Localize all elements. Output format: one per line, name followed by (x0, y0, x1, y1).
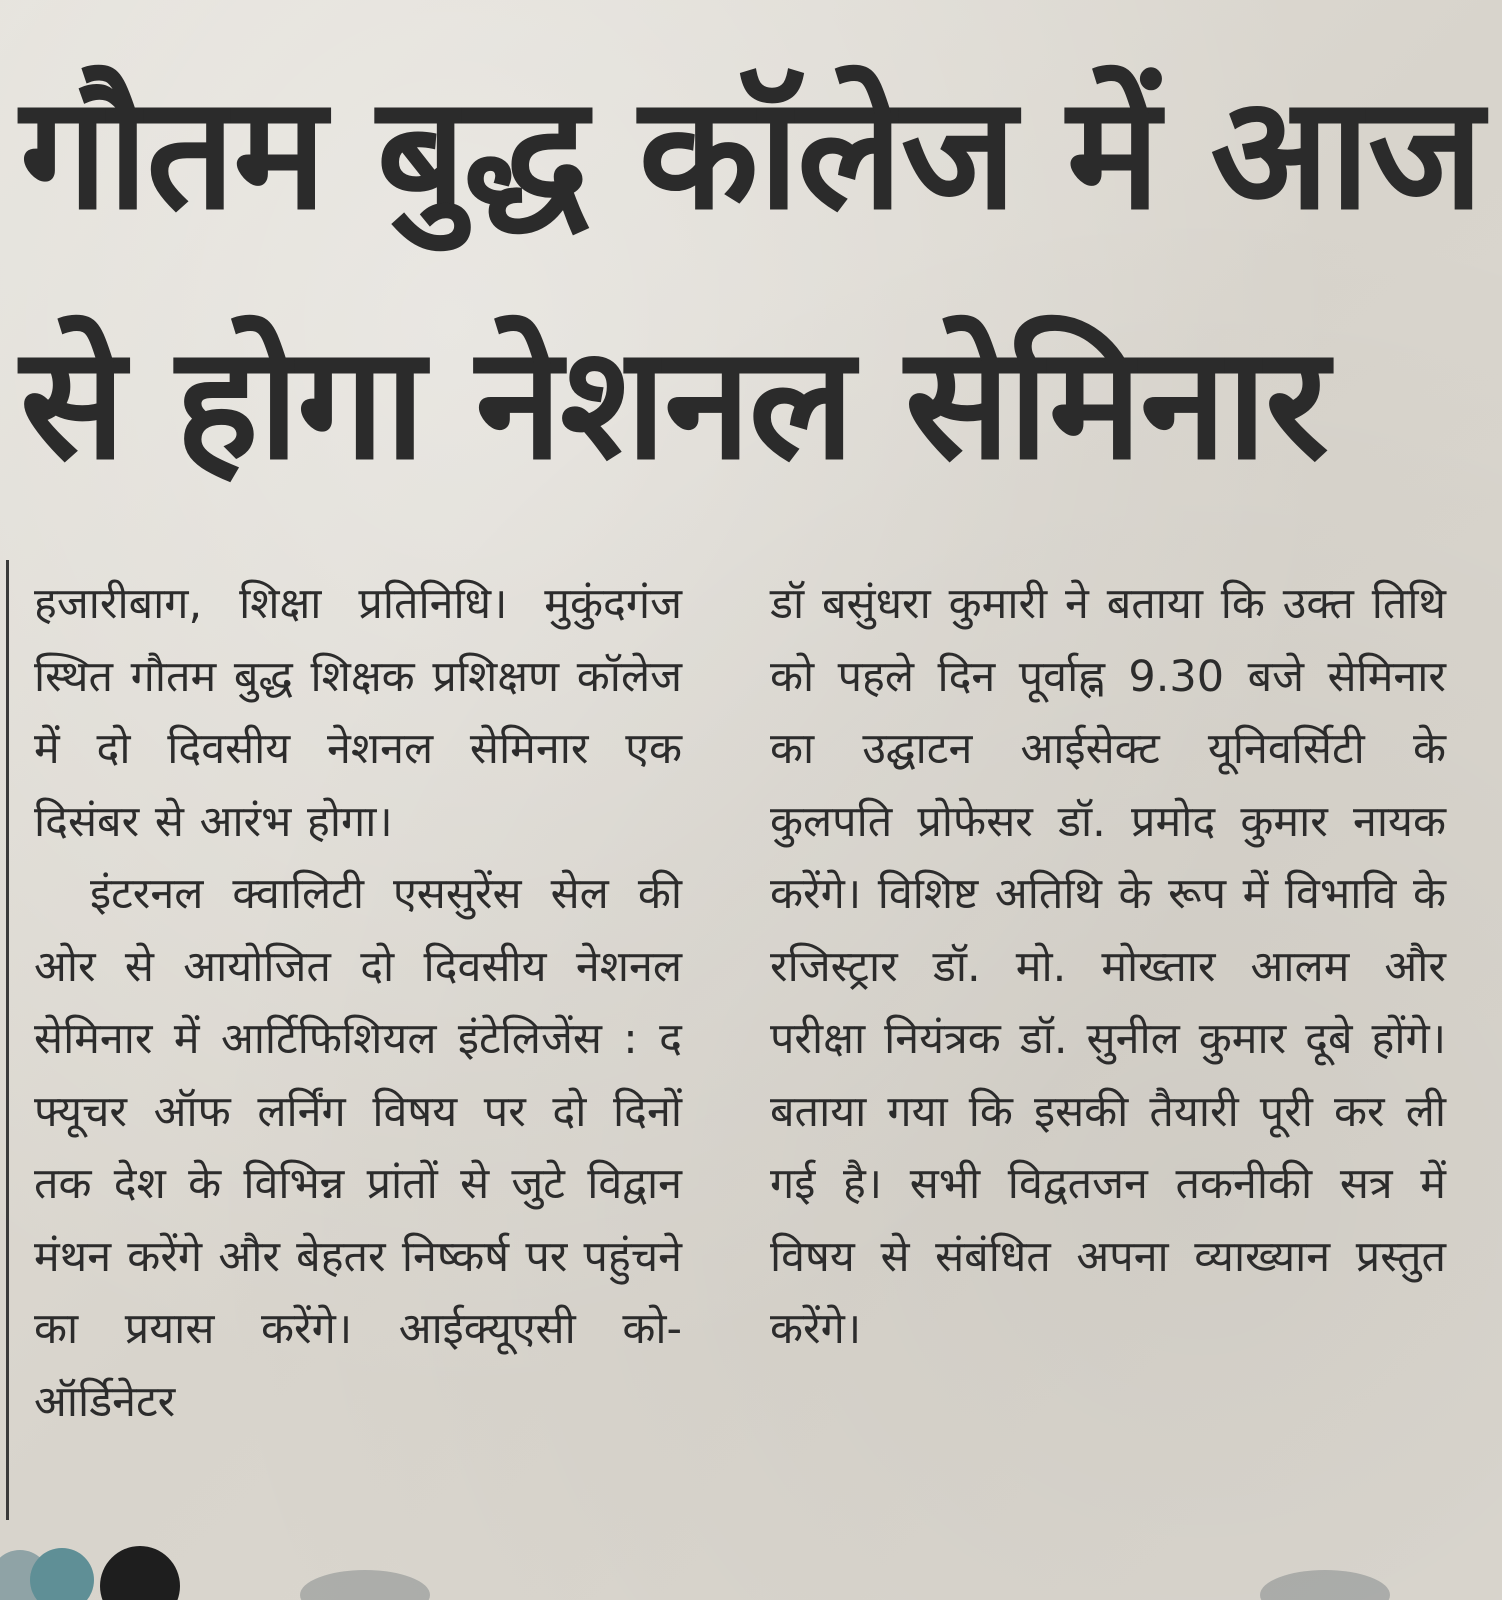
print-smudge (300, 1570, 430, 1600)
article-right-column (770, 568, 1446, 1366)
article-paragraph: हजारीबाग, शिक्षा प्रतिनिधि। मुकुंदगंज स्थित गौतम बुद्ध शिक्षक प्रशिक्षण कॉलेज में दो दिवसीय नेशनल सेमिनार एक दिसंबर से आरंभ होगा। (34, 579, 682, 847)
column-rule (6, 560, 9, 1520)
article-paragraph: डॉ बसुंधरा कुमारी ने बताया कि उक्त तिथि को पहले दिन पूर्वाह्न 9.30 बजे सेमिनार का उद्घाटन आईसेक्ट यूनिवर्सिटी के कुलपति प्रोफेसर डॉ. प्रमोद कुमार नायक करेंगे। विशिष्ट अतिथि के रूप में विभावि के रजिस्ट्रार डॉ. मो. मोख्तार आलम और परीक्षा नियंत्रक डॉ. सुनील कुमार दूबे होंगे। बताया गया कि इसकी तैयारी पूरी कर ली गई है। सभी विद्वतजन तकनीकी सत्र में विषय से संबंधित अपना व्याख्यान प्रस्तुत करेंगे। (770, 579, 1446, 1354)
article-paragraph: इंटरनल क्वालिटी एससुरेंस सेल की ओर से आयोजित दो दिवसीय नेशनल सेमिनार में आर्टिफिशियल इंटेलिजेंस : द फ्यूचर ऑफ लर्निंग विषय पर दो दिनों तक देश के विभिन्न प्रांतों से जुटे विद्वान मंथन करेंगे और बेहतर निष्कर्ष पर पहुंचने का प्रयास करेंगे। आईक्यूएसी को-ऑर्डिनेटर (34, 869, 682, 1427)
print-smudge (1260, 1570, 1390, 1600)
decorative-dot (100, 1546, 180, 1600)
decorative-dot (30, 1548, 94, 1600)
headline-line-1: गौतम बुद्ध कॉलेज में आज (20, 62, 1482, 244)
decorative-dots (0, 1530, 240, 1600)
headline (20, 28, 1480, 528)
article-left-column (34, 568, 682, 1438)
headline-line-2: से होगा नेशनल सेमिनार (20, 312, 1327, 494)
